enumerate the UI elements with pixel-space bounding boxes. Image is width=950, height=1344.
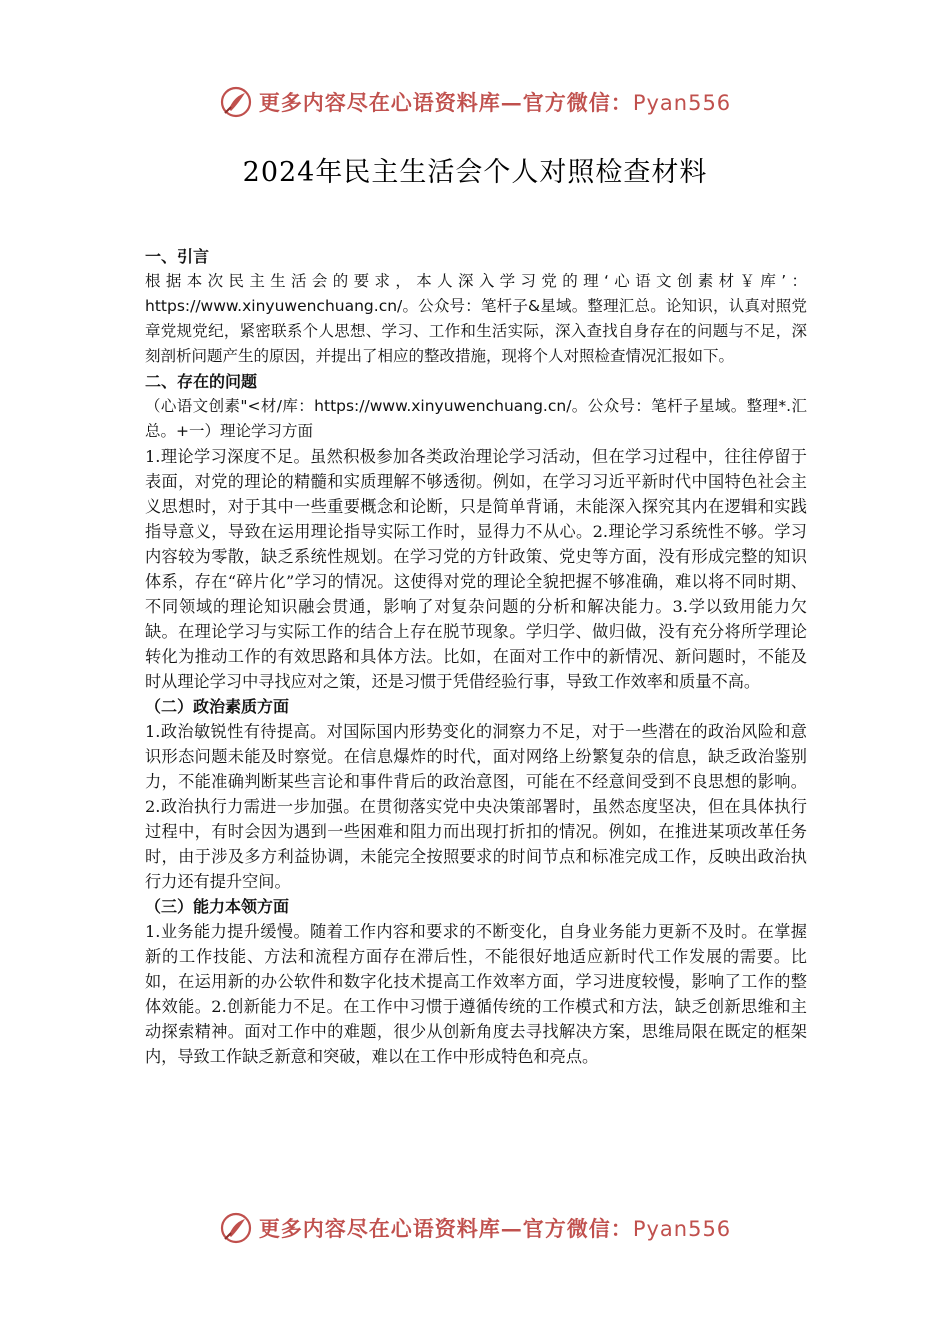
- ability-paragraph: 1.业务能力提升缓慢。随着工作内容和要求的不断变化，自身业务能力更新不及时。在掌握新的工作技能、方法和流程方面存在滞后性，不能很好地适应新时代工作发展的需要。比如，在运用新的办公软件和数字化技术提高工作效率方面，学习进度较慢，影响了工作的整体效能。2.创新能力不足。在工作中习惯于遵循传统的工作模式和方法，缺乏创新思维和主动探索精神。面对工作中的难题，很少从创新角度去寻找解决方案，思维局限在既定的框架内，导致工作缺乏新意和突破，难以在工作中形成特色和亮点。: [145, 922, 807, 1066]
- header-banner: [0, 82, 950, 122]
- problems-note: （心语文创素"<材/库：https://www.xinyuwenchuang.cn/。公众号：笔杆子星域。整理*.汇总。+一）理论学习方面: [145, 397, 807, 440]
- banner-wechat-id: Pyan556: [632, 91, 732, 115]
- section-heading-problems: 二、存在的问题: [145, 372, 258, 391]
- pen-logo-icon: [219, 1211, 253, 1245]
- section-heading-ability: （三）能力本领方面: [145, 897, 290, 916]
- section-heading-political: （二）政治素质方面: [145, 697, 290, 716]
- document-body: [145, 244, 807, 1069]
- footer-banner: [0, 1208, 950, 1248]
- intro-paragraph: 根据本次民主生活会的要求，本人深入学习党的理‘心语文创素材￥库’：https://www.xinyuwenchuang.cn/。公众号：笔杆子&星域。整理汇总。论知识，认真对照党章党规党纪，紧密联系个人思想、学习、工作和生活实际，深入查找自身存在的问题与不足，深刻剖析问题产生的原因，并提出了相应的整改措施，现将个人对照检查情况汇报如下。: [145, 272, 807, 365]
- banner-wechat-id: Pyan556: [632, 1217, 732, 1241]
- document-title: 2024年民主生活会个人对照检查材料: [242, 157, 708, 188]
- pen-logo-icon: [219, 85, 253, 119]
- banner-text: 更多内容尽在心语资料库—官方微信：Pyan556: [258, 90, 732, 115]
- section-heading-intro: 一、引言: [145, 247, 210, 266]
- banner-text: 更多内容尽在心语资料库—官方微信：Pyan556: [258, 1216, 732, 1241]
- political-paragraph: 1.政治敏锐性有待提高。对国际国内形势变化的洞察力不足，对于一些潜在的政治风险和意识形态问题未能及时察觉。在信息爆炸的时代，面对网络上纷繁复杂的信息，缺乏政治鉴别力，不能准确判断某些言论和事件背后的政治意图，可能在不经意间受到不良思想的影响。2.政治执行力需进一步加强。在贯彻落实党中央决策部署时，虽然态度坚决，但在具体执行过程中，有时会因为遇到一些困难和阻力而出现打折扣的情况。例如，在推进某项改革任务时，由于涉及多方利益协调，未能完全按照要求的时间节点和标准完成工作，反映出政治执行力还有提升空间。: [145, 722, 807, 891]
- theory-paragraph: 1.理论学习深度不足。虽然积极参加各类政治理论学习活动，但在学习过程中，往往停留于表面，对党的理论的精髓和实质理解不够透彻。例如，在学习习近平新时代中国特色社会主义思想时，对于其中一些重要概念和论断，只是简单背诵，未能深入探究其内在逻辑和实践指导意义，导致在运用理论指导实际工作时，显得力不从心。2.理论学习系统性不够。学习内容较为零散，缺乏系统性规划。在学习党的方针政策、党史等方面，没有形成完整的知识体系，存在“碎片化”学习的情况。这使得对党的理论全貌把握不够准确，难以将不同时期、不同领域的理论知识融会贯通，影响了对复杂问题的分析和解决能力。3.学以致用能力欠缺。在理论学习与实际工作的结合上存在脱节现象。学归学、做归做，没有充分将所学理论转化为推动工作的有效思路和具体方法。比如，在面对工作中的新情况、新问题时，不能及时从理论学习中寻找应对之策，还是习惯于凭借经验行事，导致工作效率和质量不高。: [145, 447, 807, 691]
